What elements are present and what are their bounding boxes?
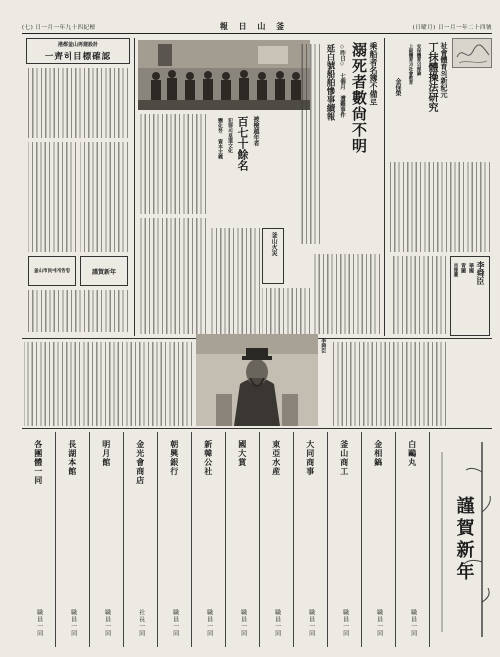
side-body-text [390, 256, 446, 334]
left-box-a [28, 256, 76, 286]
lower-right-body-text [330, 342, 446, 426]
small-story-box [262, 228, 284, 284]
main-story-body-strip [300, 44, 320, 244]
ad-cell [362, 432, 396, 647]
ad-staff: 職員一同 [341, 609, 349, 637]
group-photo [138, 40, 310, 110]
portrait-image [196, 334, 318, 426]
masthead-title: 報 日 山 釜 [219, 21, 289, 31]
ad-cell [22, 432, 56, 647]
ad-staff: 職員一同 [103, 609, 111, 637]
ad-name: 各團體一同 [33, 440, 44, 485]
ad-name: 朝興銀行 [169, 440, 180, 476]
ad-name: 東亞水産 [271, 440, 282, 476]
photo-body-text-1 [140, 114, 206, 214]
photo-body-text-2 [140, 218, 206, 334]
greeting-text: 謹賀新年 [453, 495, 475, 584]
portrait-ad-sub-a: 華國 [468, 263, 474, 273]
new-year-greeting [434, 432, 492, 647]
ad-name: 國大賞 [237, 440, 248, 467]
ad-cell [328, 432, 362, 647]
center-story-kicker: 被檢越年者 [252, 116, 259, 146]
left-body-text-4 [28, 290, 128, 332]
main-story [300, 40, 380, 250]
small-story-headline: 釜山火災 [270, 232, 278, 256]
center-story-headline: 百七十餘名 [236, 116, 249, 171]
portrait-ad-box [450, 256, 490, 336]
ad-staff: 職員一同 [35, 609, 43, 637]
column-rule-right [384, 38, 385, 336]
handwritten-stamp [452, 38, 492, 68]
left-body-text-1 [28, 68, 128, 138]
portrait-ad-name: 李舜臣 [476, 261, 486, 285]
left-headline-b: 一齊히目標確認 [44, 51, 112, 62]
ad-staff: 職員一同 [409, 609, 417, 637]
ad-cell [396, 432, 430, 647]
portrait-caption: 李舜臣 [320, 338, 327, 353]
main-story-body [314, 254, 380, 334]
ad-staff: 職員一同 [205, 609, 213, 637]
group-photo-image [138, 40, 310, 110]
ad-name: 金光會商店 [135, 440, 146, 485]
left-box-b [80, 256, 128, 286]
left-headline-box [26, 38, 130, 64]
masthead [22, 20, 492, 34]
left-box-a-text: 釜山市民에게告함 [33, 269, 71, 274]
ad-cell [124, 432, 158, 647]
ad-name: 白鷗丸 [407, 440, 418, 467]
ad-cell [56, 432, 90, 647]
main-story-kicker: 乘船者名簿不備로 [369, 42, 379, 106]
ad-name: 大同商事 [305, 440, 316, 476]
ad-cell [226, 432, 260, 647]
left-headline-a: 港都釜山再建設計 [57, 41, 98, 48]
ad-staff: 職員一同 [69, 609, 77, 637]
portrait-ad-label: 肖像畫 [453, 263, 458, 277]
center-story-sub-b: 變化한 資本主義 [217, 118, 223, 159]
top-right-subline-b: 上級體育과社會教育 [408, 44, 413, 85]
left-body-text-3 [80, 142, 128, 252]
ad-cell [90, 432, 124, 647]
top-right-body-text [390, 162, 490, 252]
top-right-byline: 金保榮 [394, 78, 401, 96]
masthead-right-date: (日曜月) 日一月一年二十四號 [412, 24, 492, 31]
main-story-sub-b: 延白號船舶慘事續報 [325, 44, 335, 121]
lower-left-body-text [24, 342, 192, 426]
ad-cell [294, 432, 328, 647]
top-right-headline-b: 丁抹體操法研究 [426, 42, 437, 112]
ad-staff: 職員一同 [307, 609, 315, 637]
small-story-body [262, 288, 310, 334]
ad-cell [260, 432, 294, 647]
left-body-text-2 [28, 142, 76, 252]
main-story-sub-a: ◇昨日◇ 七個月 遭難事件 [339, 44, 345, 118]
ads-divider [22, 428, 492, 429]
top-right-subline-a: 安保體育의理論 [416, 44, 421, 76]
ad-staff: 社長一同 [137, 609, 145, 637]
ad-cell [192, 432, 226, 647]
ad-name: 新韓公社 [203, 440, 214, 476]
ad-name: 釜山商工 [339, 440, 350, 476]
center-story-sub-a: 犯罪의皇道文化 [227, 118, 233, 153]
ads-section [22, 432, 430, 647]
portrait-ad-sub-b: 青圖 [460, 263, 466, 273]
left-box-b-text: 謹賀新年 [91, 268, 116, 276]
column-rule [134, 38, 135, 336]
top-right-feature [388, 38, 492, 158]
portrait-photo [196, 334, 318, 426]
ad-name: 明月館 [101, 440, 112, 467]
ad-cell [158, 432, 192, 647]
ad-name: 金相鎬 [373, 440, 384, 467]
ad-staff: 職員一同 [375, 609, 383, 637]
masthead-left-date: (七) 日一月一年九十四紀檀 [22, 24, 96, 31]
left-column [24, 38, 132, 334]
top-right-headline-a: 祉會體育의新紀元 [440, 42, 449, 98]
main-story-headline: 溺死者數尙不明 [350, 42, 368, 154]
ad-staff: 職員一同 [171, 609, 179, 637]
ads-row [22, 432, 430, 647]
center-body-text [210, 228, 260, 334]
ad-name: 長湖本館 [67, 440, 78, 476]
center-story [210, 114, 260, 224]
ad-staff: 職員一同 [273, 609, 281, 637]
signature-icon [453, 39, 492, 69]
ad-staff: 職員一同 [239, 609, 247, 637]
